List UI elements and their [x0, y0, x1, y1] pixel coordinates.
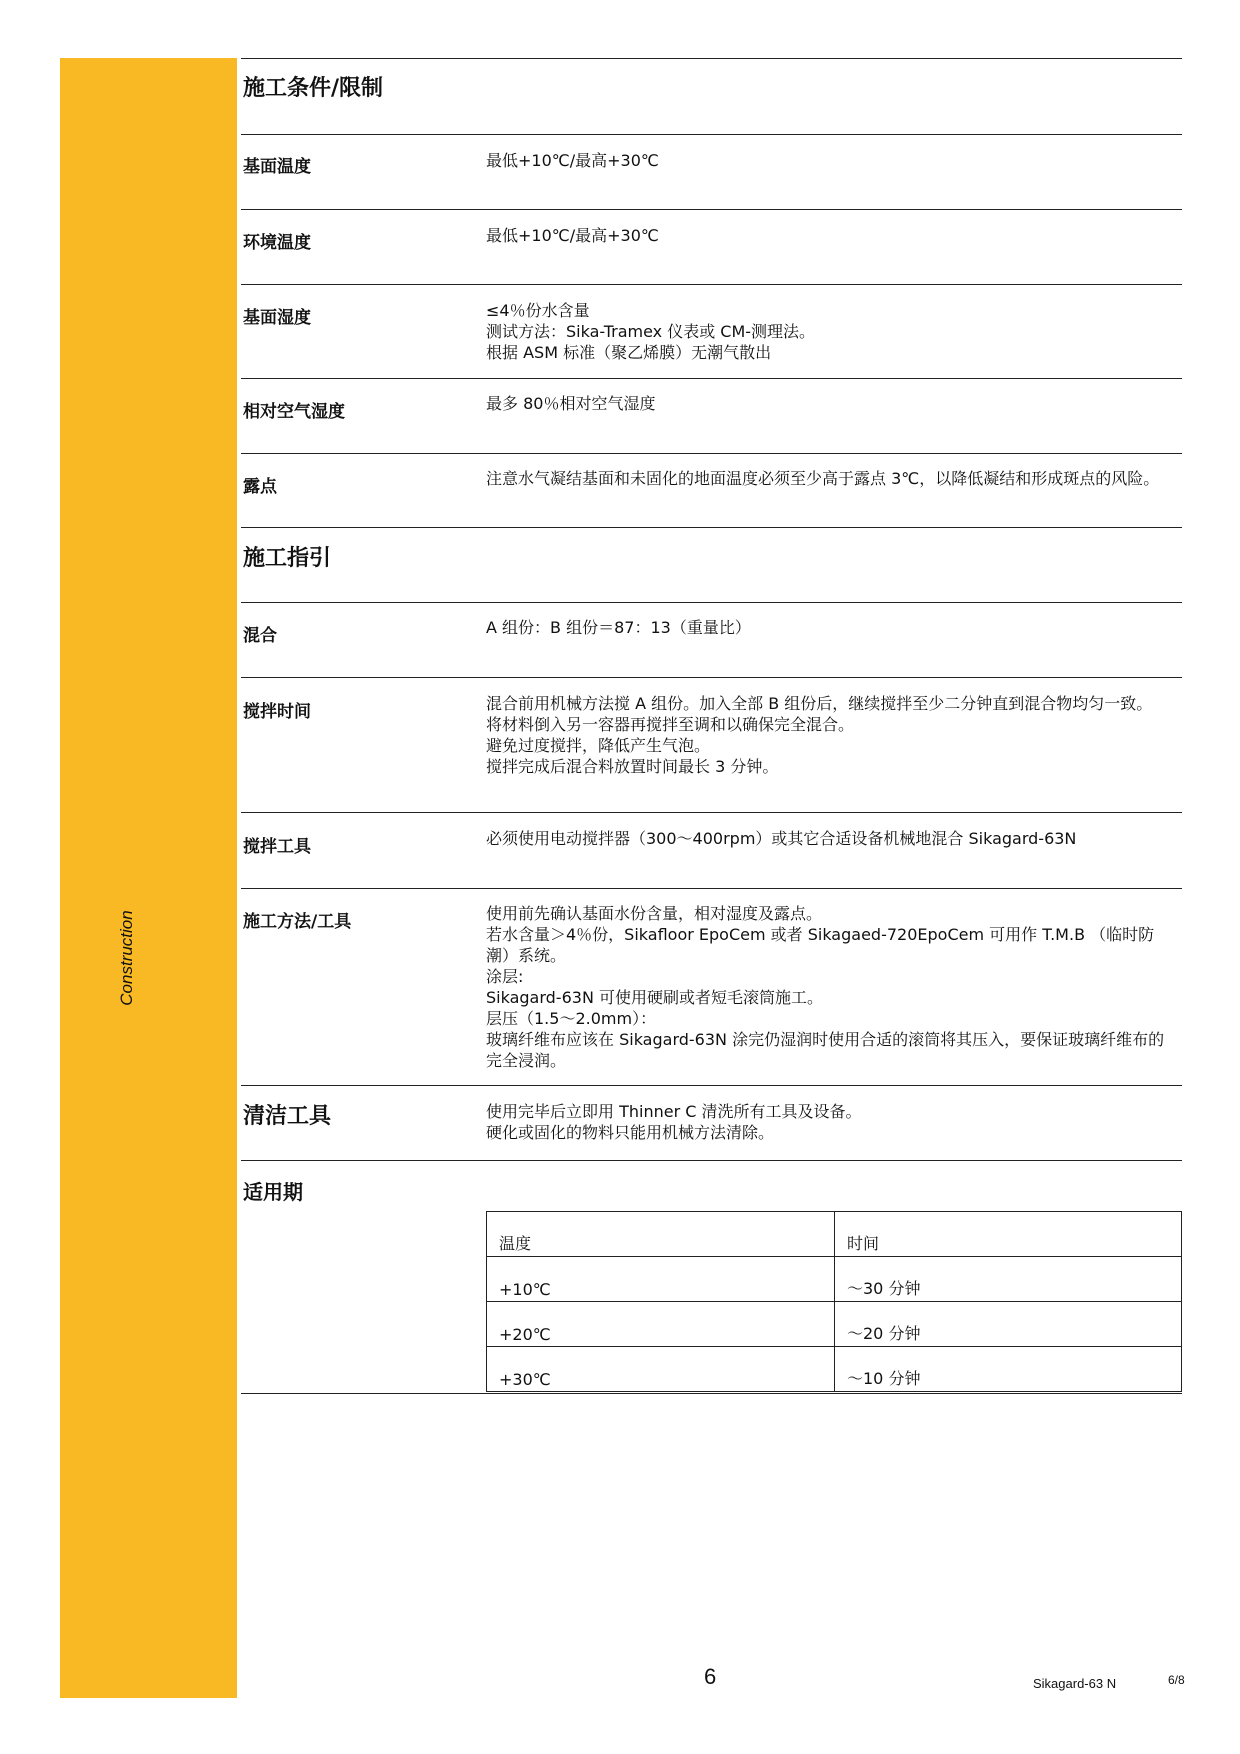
row-label: 露点	[243, 477, 277, 497]
row-value	[486, 617, 1176, 638]
page-count: 6/8	[1168, 1673, 1185, 1687]
value-line: 层压（1.5～2.0mm）：	[486, 1009, 657, 1028]
table-row	[487, 1257, 1182, 1302]
value-line: 混合前用机械方法搅 A 组份。加入全部 B 组份后，继续搅拌至少二分钟直到混合物均匀一致。	[486, 694, 1153, 713]
page-number: 6	[704, 1664, 717, 1689]
product-name: Sikagard-63 N	[1033, 1676, 1117, 1691]
value-line: A 组份：B 组份＝87：13（重量比）	[486, 618, 751, 637]
divider	[241, 453, 1182, 454]
divider	[241, 602, 1182, 603]
row-value	[486, 903, 1176, 1071]
row-label: 基面温度	[243, 157, 311, 177]
divider	[241, 58, 1182, 59]
table-cell: ～20 分钟	[835, 1302, 1182, 1347]
divider	[241, 1160, 1182, 1161]
divider	[241, 134, 1182, 135]
value-line: 玻璃纤维布应该在 Sikagard-63N 涂完仍湿润时使用合适的滚筒将其压入，要保证玻璃纤维布的完全浸润。	[486, 1030, 1165, 1070]
value-line: ≤4％份水含量	[486, 301, 590, 320]
divider	[241, 1085, 1182, 1086]
cleaning-value	[486, 1101, 1176, 1143]
row-label: 相对空气湿度	[243, 402, 345, 422]
sidebar-band	[60, 58, 237, 1698]
table-cell: +10℃	[487, 1257, 835, 1302]
section-heading-potlife: 适用期	[243, 1180, 303, 1204]
value-line: 最低+10℃/最高+30℃	[486, 226, 659, 245]
row-value	[486, 300, 1176, 363]
value-line: 硬化或固化的物料只能用机械方法清除。	[486, 1123, 775, 1142]
value-line: 搅拌完成后混合料放置时间最长 3 分钟。	[486, 757, 779, 776]
potlife-table	[486, 1211, 1182, 1392]
table-header-cell: 温度	[487, 1212, 835, 1257]
row-value	[486, 393, 1176, 414]
value-line: 注意水气凝结基面和未固化的地面温度必须至少高于露点 3℃，以降低凝结和形成斑点的风险。	[486, 469, 1160, 488]
section-heading-instructions: 施工指引	[243, 546, 332, 571]
value-line: 必须使用电动搅拌器（300～400rpm）或其它合适设备机械地混合 Sikagard-63N	[486, 829, 1077, 848]
value-line: 避免过度搅拌，降低产生气泡。	[486, 736, 711, 755]
table-row	[487, 1347, 1182, 1392]
table-row	[487, 1302, 1182, 1347]
divider	[241, 1393, 1182, 1394]
table-header-row	[487, 1212, 1182, 1257]
divider	[241, 888, 1182, 889]
row-value	[486, 828, 1176, 849]
divider	[241, 284, 1182, 285]
row-value	[486, 150, 1176, 171]
row-value	[486, 468, 1176, 489]
row-label: 基面湿度	[243, 308, 311, 328]
table-cell: +20℃	[487, 1302, 835, 1347]
value-line: 最多 80％相对空气湿度	[486, 394, 656, 413]
value-line: 涂层:	[486, 967, 524, 986]
table-cell: ～10 分钟	[835, 1347, 1182, 1392]
value-line: 若水含量＞4％份，Sikafloor EpoCem 或者 Sikagaed-720EpoCem 可用作 T.M.B （临时防潮）系统。	[486, 925, 1155, 965]
table-cell: +30℃	[487, 1347, 835, 1392]
divider	[241, 527, 1182, 528]
section-heading-cleaning: 清洁工具	[243, 1104, 332, 1129]
value-line: 使用前先确认基面水份含量，相对湿度及露点。	[486, 904, 823, 923]
value-line: 将材料倒入另一容器再搅拌至调和以确保完全混合。	[486, 715, 855, 734]
divider	[241, 812, 1182, 813]
row-label: 环境温度	[243, 233, 311, 253]
section-heading-conditions: 施工条件/限制	[243, 76, 384, 101]
sidebar-label: Construction	[117, 910, 136, 1006]
table-cell: ～30 分钟	[835, 1257, 1182, 1302]
value-line: 测试方法：Sika-Tramex 仪表或 CM-测理法。	[486, 322, 816, 341]
table-header-cell: 时间	[835, 1212, 1182, 1257]
divider	[241, 378, 1182, 379]
divider	[241, 677, 1182, 678]
row-label: 搅拌时间	[243, 702, 311, 722]
value-line: 使用完毕后立即用 Thinner C 清洗所有工具及设备。	[486, 1102, 862, 1121]
value-line: Sikagard-63N 可使用硬刷或者短毛滚筒施工。	[486, 988, 823, 1007]
value-line: 最低+10℃/最高+30℃	[486, 151, 659, 170]
row-label: 施工方法/工具	[243, 912, 352, 932]
divider	[241, 209, 1182, 210]
row-value	[486, 693, 1176, 777]
row-label: 搅拌工具	[243, 837, 311, 857]
row-label: 混合	[243, 626, 277, 646]
value-line: 根据 ASM 标准（聚乙烯膜）无潮气散出	[486, 343, 772, 362]
row-value	[486, 225, 1176, 246]
